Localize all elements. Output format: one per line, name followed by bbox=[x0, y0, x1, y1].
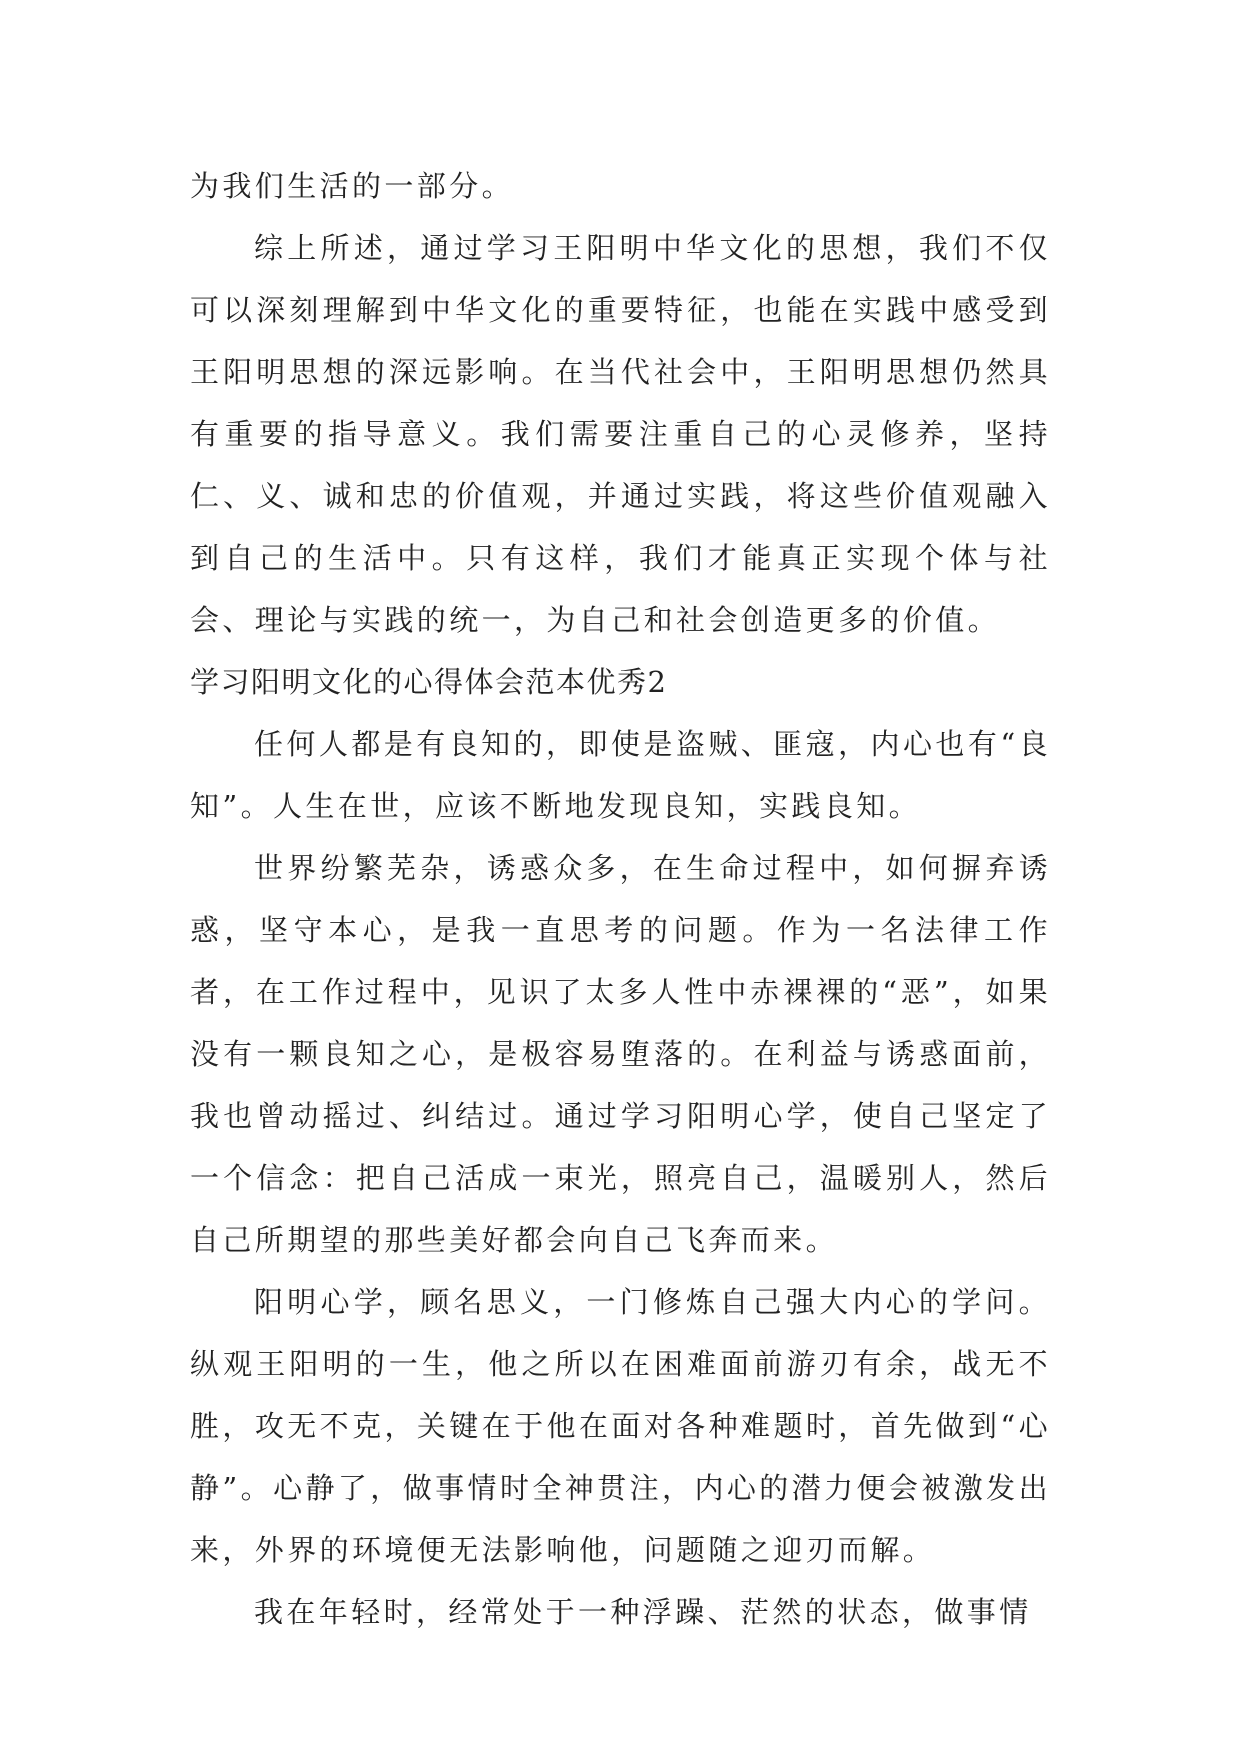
paragraph-conscience: 任何人都是有良知的，即使是盗贼、匪寇，内心也有“良知”。人生在世，应该不断地发现良知，实践良知。 bbox=[190, 727, 1051, 823]
paragraph-summary: 综上所述，通过学习王阳明中华文化的思想，我们不仅可以深刻理解到中华文化的重要特征，也能在实践中感受到王阳明思想的深远影响。在当代社会中，王阳明思想仍然具有重要的指导意义。我们需要注重自己的心灵修养，坚持仁、义、诚和忠的价值观，并通过实践，将这些价值观融入到自己的生活中。只有这样，我们才能真正实现个体与社会、理论与实践的统一，为自己和社会创造更多的价值。 bbox=[190, 231, 1051, 637]
paragraph-continuation: 为我们生活的一部分。 bbox=[190, 169, 515, 203]
paragraph-temptation: 世界纷繁芜杂，诱惑众多，在生命过程中，如何摒弃诱惑，坚守本心，是我一直思考的问题。作为一名法律工作者，在工作过程中，见识了太多人性中赤裸裸的“恶”，如果没有一颗良知之心，是极容易堕落的。在利益与诱惑面前，我也曾动摇过、纠结过。通过学习阳明心学，使自己坚定了一个信念：把自己活成一束光，照亮自己，温暖别人，然后自己所期望的那些美好都会向自己飞奔而来。 bbox=[190, 851, 1051, 1257]
section-title: 学习阳明文化的心得体会范本优秀2 bbox=[190, 665, 668, 699]
document-page bbox=[190, 155, 1051, 1643]
paragraph-youth: 我在年轻时，经常处于一种浮躁、茫然的状态，做事情 bbox=[254, 1595, 1032, 1629]
paragraph-yangming-mind: 阳明心学，顾名思义，一门修炼自己强大内心的学问。纵观王阳明的一生，他之所以在困难面前游刃有余，战无不胜，攻无不克，关键在于他在面对各种难题时，首先做到“心静”。心静了，做事情时全神贯注，内心的潜力便会被激发出来，外界的环境便无法影响他，问题随之迎刃而解。 bbox=[190, 1285, 1051, 1567]
